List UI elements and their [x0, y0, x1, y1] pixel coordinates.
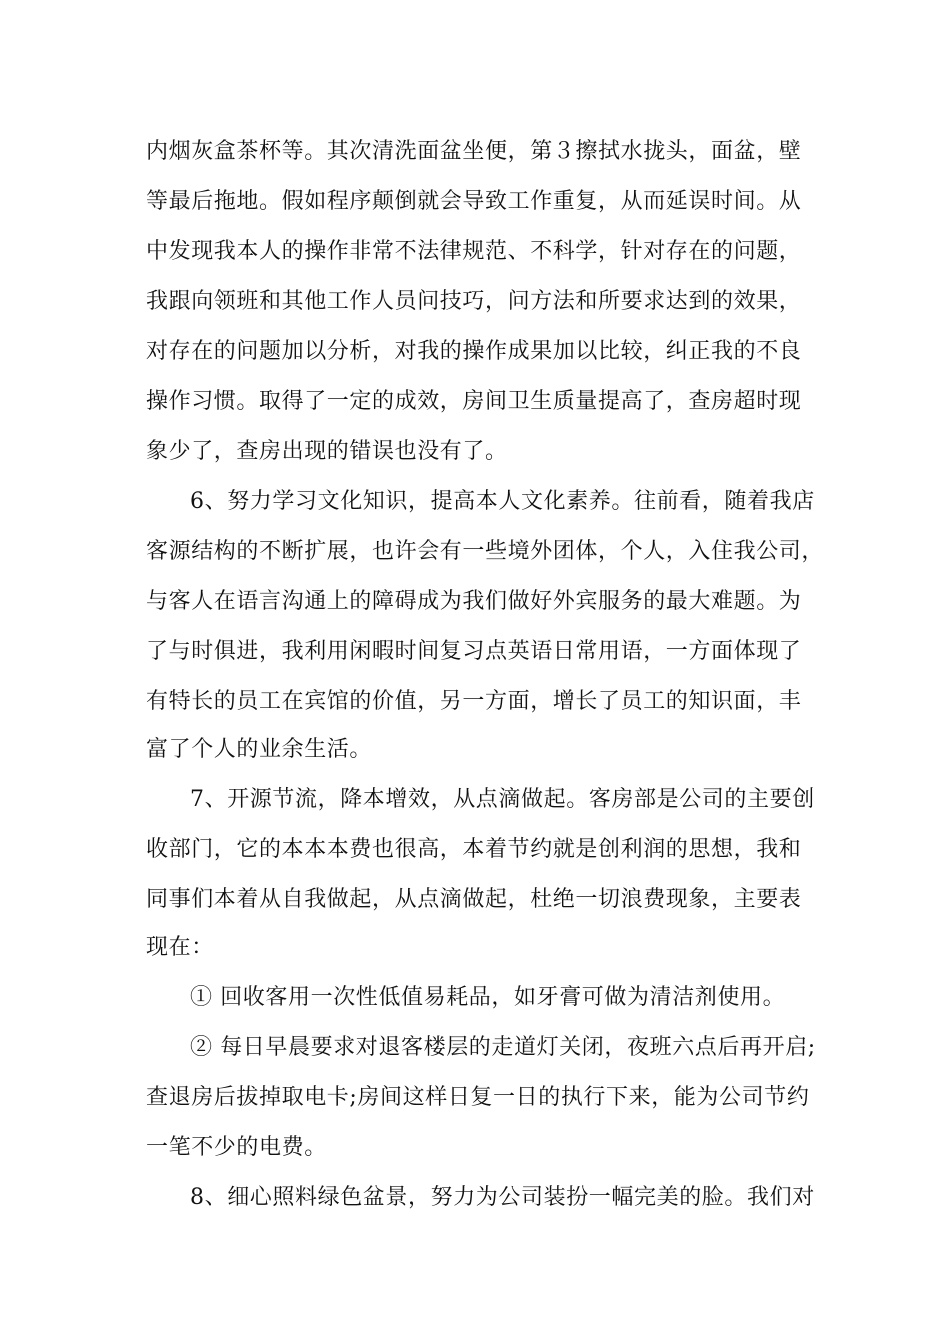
text-line: 象少了，查房出现的错误也没有了。 — [146, 439, 508, 464]
text-line: 客源结构的不断扩展，也许会有一些境外团体，个人，入住我公司， — [146, 539, 825, 564]
text-line: 有特长的员工在宾馆的价值，另一方面，增长了员工的知识面，丰 — [146, 689, 802, 714]
list-item-1: ① 回收客用一次性低值易耗品，如牙膏可做为清洁剂使用。 — [190, 985, 786, 1010]
text-line: 一笔不少的电费。 — [146, 1135, 327, 1160]
text-line: 了与时俱进，我利用闲暇时间复习点英语日常用语，一方面体现了 — [146, 639, 802, 664]
text-line: 内烟灰盒茶杯等。其次清洗面盆坐便，第３擦拭水拢头，面盆，壁 — [146, 139, 802, 164]
paragraph-8-first-line: 8、细心照料绿色盆景，努力为公司装扮一幅完美的脸。我们对 — [190, 1185, 815, 1210]
paragraph-7-first-line: 7、开源节流，降本增效，从点滴做起。客房部是公司的主要创 — [190, 787, 815, 812]
text-line: 查退房后拔掉取电卡;房间这样日复一日的执行下来，能为公司节约 — [146, 1085, 810, 1110]
text-line: 收部门，它的本本本费也很高，本着节约就是创利润的思想，我和 — [146, 837, 802, 862]
text-line: 与客人在语言沟通上的障碍成为我们做好外宾服务的最大难题。为 — [146, 589, 802, 614]
text-line: 中发现我本人的操作非常不法律规范、不科学，针对存在的问题， — [146, 239, 802, 264]
text-line: 操作习惯。取得了一定的成效，房间卫生质量提高了，查房超时现 — [146, 389, 802, 414]
text-line: 富了个人的业余生活。 — [146, 737, 373, 762]
text-line: 同事们本着从自我做起，从点滴做起，杜绝一切浪费现象，主要表 — [146, 887, 802, 912]
text-line: 现在： — [146, 935, 214, 960]
text-line: 对存在的问题加以分析，对我的操作成果加以比较，纠正我的不良 — [146, 339, 802, 364]
text-line: 我跟向领班和其他工作人员问技巧，问方法和所要求达到的效果， — [146, 289, 802, 314]
list-item-2-first-line: ② 每日早晨要求对退客楼层的走道灯关闭，夜班六点后再开启; — [190, 1035, 816, 1060]
paragraph-6-first-line: 6、努力学习文化知识，提高本人文化素养。往前看，随着我店 — [190, 489, 815, 514]
text-line: 等最后拖地。假如程序颠倒就会导致工作重复，从而延误时间。从 — [146, 189, 802, 214]
